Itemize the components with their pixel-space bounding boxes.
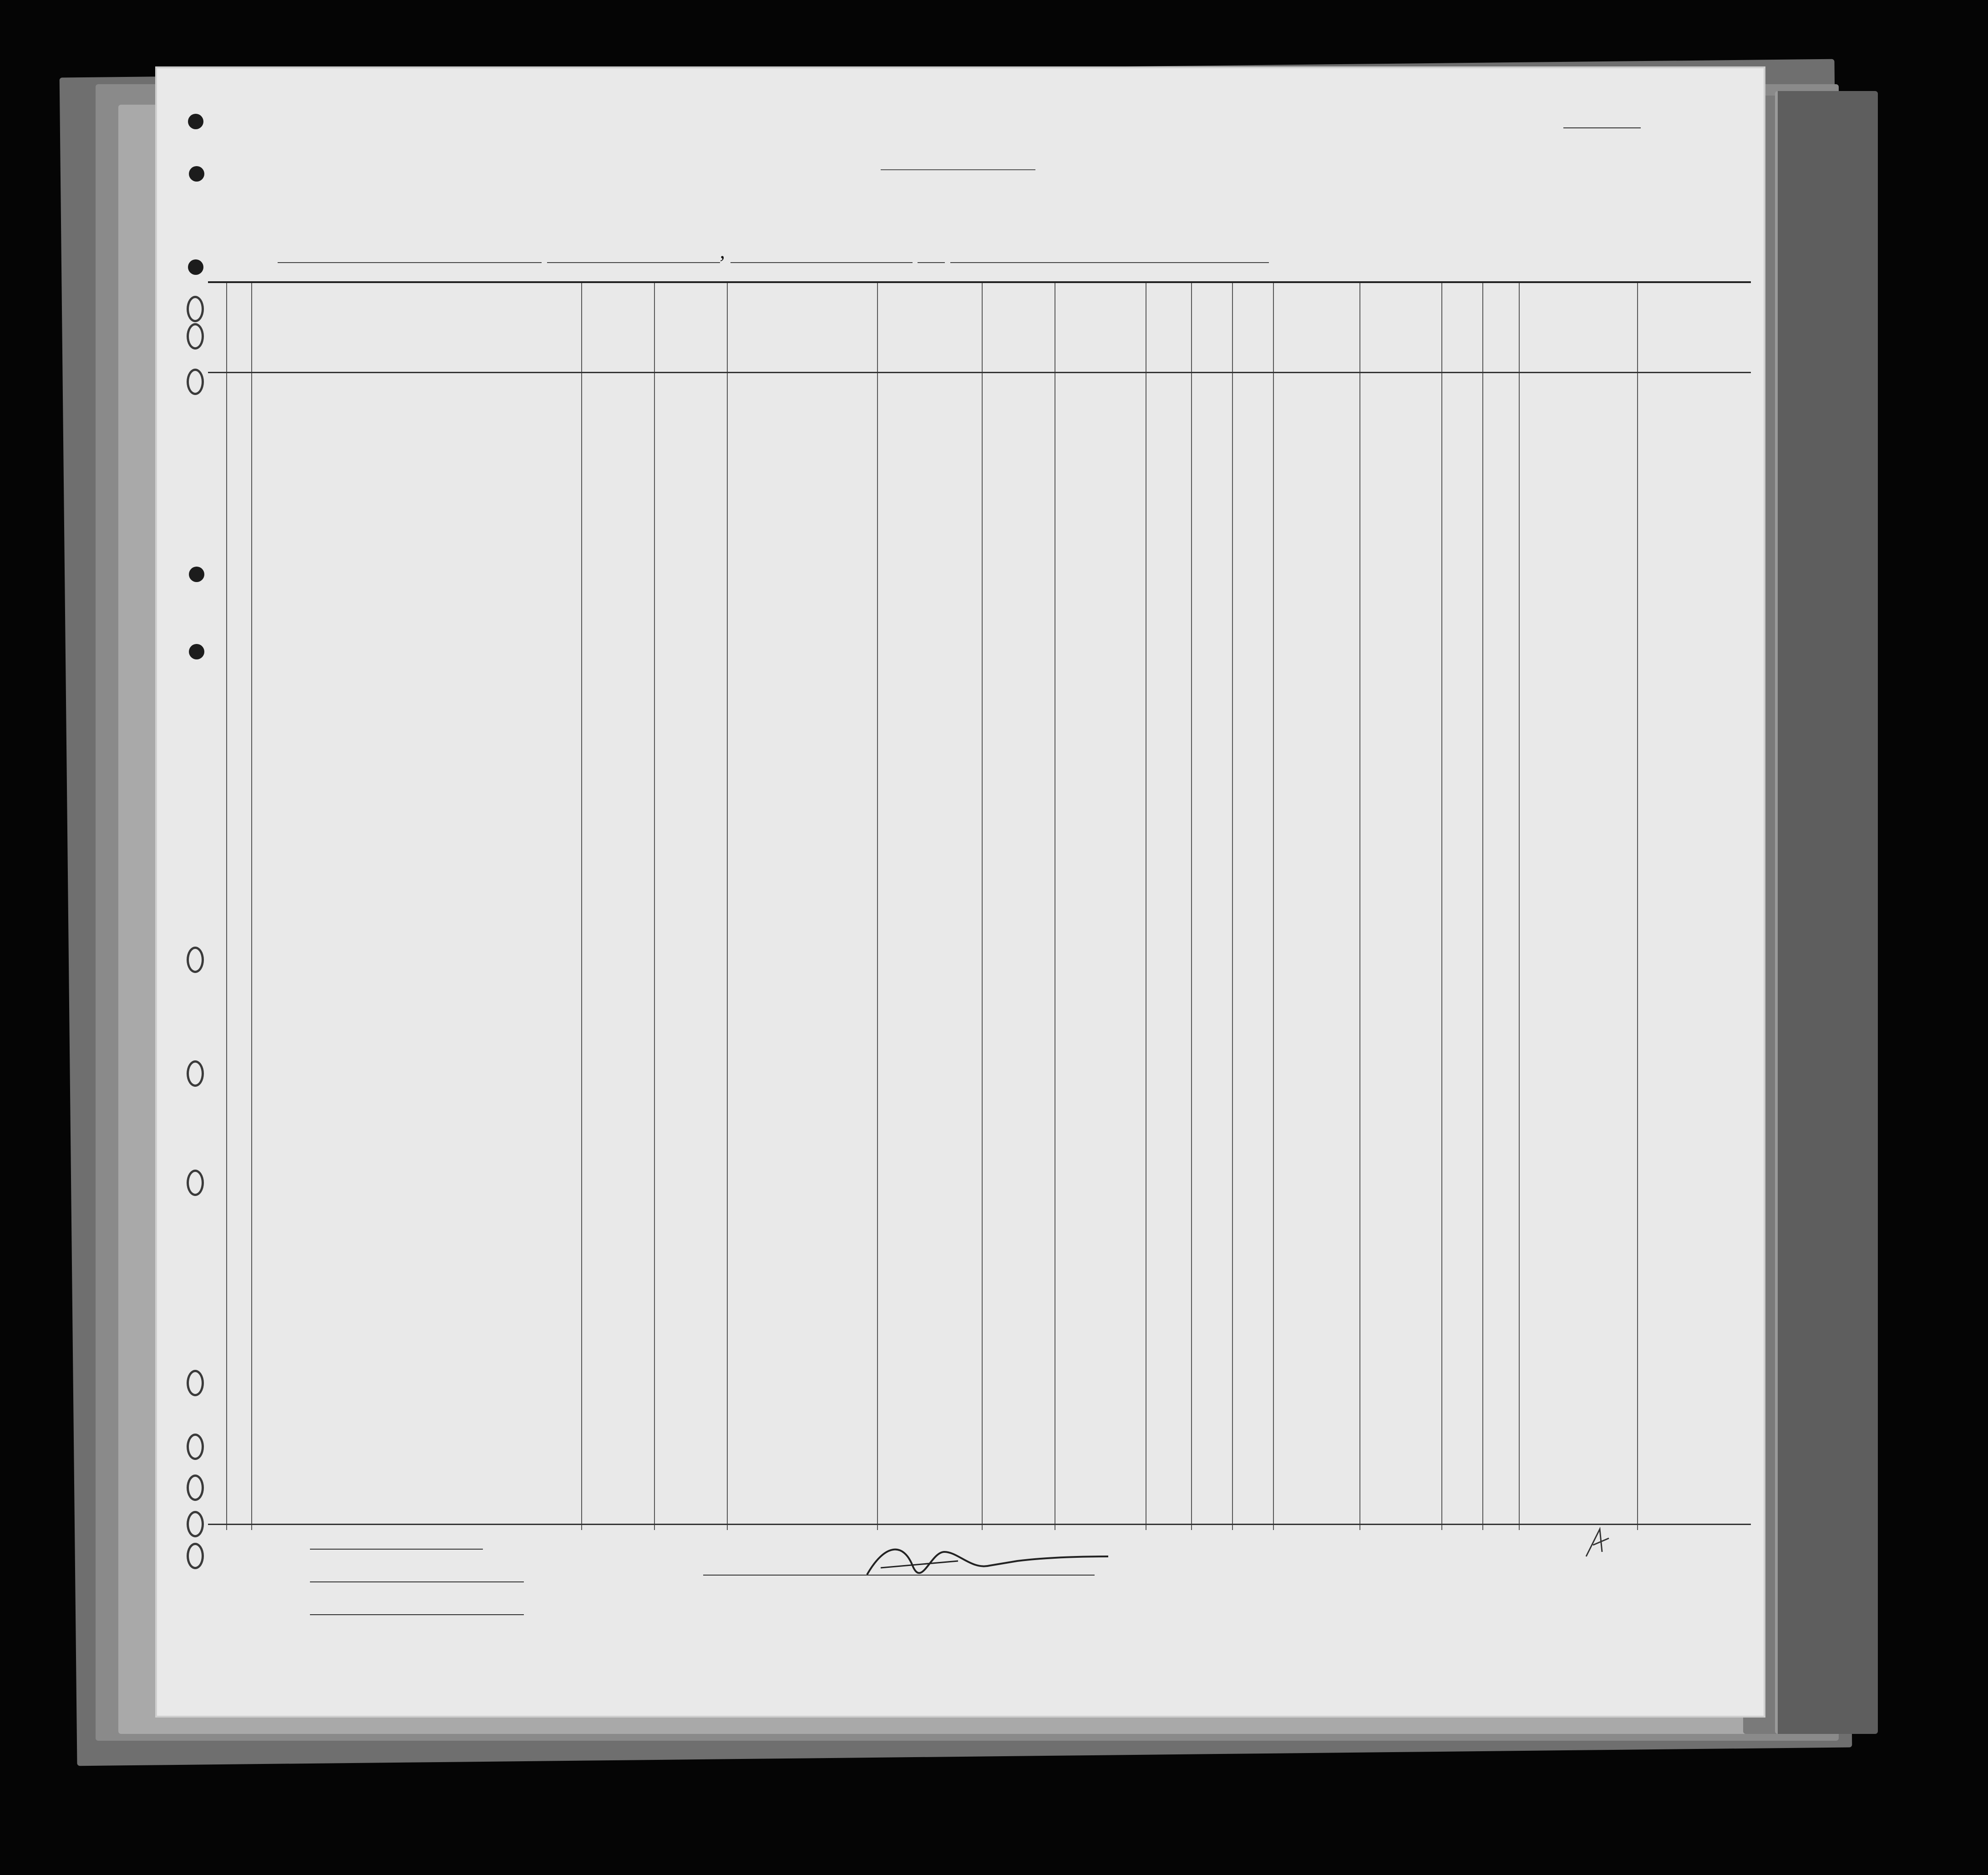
- vessel-line: ,: [278, 239, 1269, 263]
- punch-hole: [189, 644, 204, 659]
- column-divider: [581, 283, 582, 1530]
- binder-ring: [187, 947, 204, 973]
- column-divider: [1232, 283, 1233, 1530]
- column-divider: [1482, 283, 1483, 1530]
- column-divider: [1273, 283, 1274, 1530]
- punch-hole: [189, 166, 204, 182]
- manifest-page: [157, 68, 1764, 1716]
- binder-ring: [187, 1370, 204, 1396]
- column-divider: [1637, 283, 1638, 1530]
- punch-hole: [188, 259, 203, 275]
- crew-table: [208, 281, 1751, 1530]
- binder-ring: [187, 1170, 204, 1196]
- column-divider: [877, 283, 878, 1530]
- column-divider: [1441, 283, 1442, 1530]
- inspector-initial: [1582, 1525, 1618, 1561]
- inspector-signature: [853, 1525, 1126, 1606]
- header-rule: [208, 372, 1751, 373]
- background-page-edge: [1775, 91, 1878, 1734]
- binder-ring: [187, 296, 204, 322]
- column-divider: [1519, 283, 1520, 1530]
- punch-hole: [188, 114, 203, 129]
- column-divider: [727, 283, 728, 1530]
- title-rule: [881, 169, 1035, 170]
- column-divider: [251, 283, 252, 1530]
- column-divider: [1359, 283, 1360, 1530]
- footer-labels: [198, 1529, 524, 1627]
- inspector-line: [703, 1575, 1095, 1576]
- column-divider: [654, 283, 655, 1530]
- sheet-number-field: [1563, 114, 1641, 128]
- binder-ring: [187, 1060, 204, 1087]
- punch-hole: [189, 567, 204, 582]
- column-divider: [226, 283, 227, 1530]
- binder-ring: [187, 323, 204, 350]
- binder-ring: [187, 1434, 204, 1460]
- binder-ring: [187, 369, 204, 395]
- column-divider: [982, 283, 983, 1530]
- binder-ring: [187, 1475, 204, 1501]
- column-divider: [1191, 283, 1192, 1530]
